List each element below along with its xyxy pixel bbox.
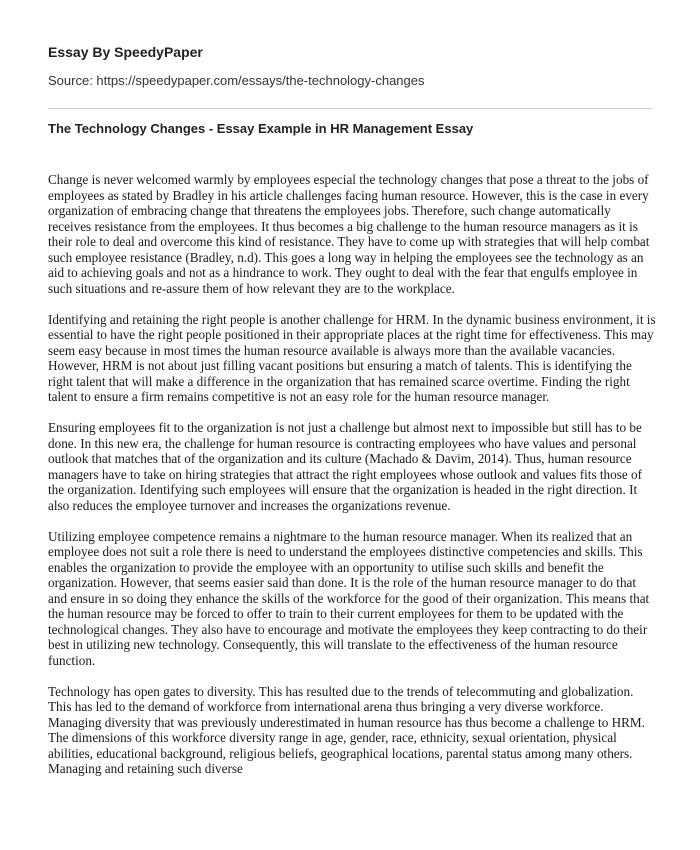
source-line: Source: https://speedypaper.com/essays/the-technology-changes [48,73,425,88]
essay-body [48,172,656,792]
essay-paragraph-5: Technology has open gates to diversity. This has resulted due to the trends of telecommuting and globalization. This has led to the demand of workforce from international arena thus bringing a very diverse workforce. Managing diversity that was previously underestimated in human resource has thus become a challenge to HRM. The dimensions of this workforce diversity range in age, gender, race, ethnicity, sexual orientation, physical abilities, educational background, religious beliefs, geographical locations, parental status among many others. Managing and retaining such diverse [48,683,645,776]
header-divider [48,108,652,109]
essay-paragraph-4: Utilizing employee competence remains a nightmare to the human resource manager. When its realized that an employee does not suit a role there is need to understand the employees distinctive competencies and skills. This enables the organization to provide the employee with an opportunity to utilise such skills and benefit the organization. However, that seems easier said than done. It is the role of the human resource manager to do that and ensure in so doing they enhance the skills of the workforce for the good of their organization. This means that the human resource may be forced to offer to train to their current employees for them to be updated with the technological changes. They also have to encourage and motivate the employees they keep contracting to do their best in utilizing new technology. Consequently, this will translate to the effectiveness of the human resource function. [48,528,650,668]
essay-title: The Technology Changes - Essay Example in HR Management Essay [48,121,474,136]
essay-paragraph-1: Change is never welcomed warmly by employees especial the technology changes that pose a threat to the jobs of employees as stated by Bradley in his article challenges facing human resource. However, this is the case in every organization of embracing change that threatens the employees jobs. Therefore, such change automatically receives resistance from the employees. It thus becomes a big challenge to the human resource managers as it is their role to deal and overcome this kind of resistance. They have to come up with strategies that will help combat such employee resistance (Bradley, n.d). This goes a long way in helping the employees see the technology as an aid to achieving goals and not as a hindrance to work. They ought to deal with the fear that engulfs employee in such situations and re-assure them of how relevant they are to the workplace. [48,172,650,296]
essay-paragraph-3: Ensuring employees fit to the organization is not just a challenge but almost next to impossible but still has to be done. In this new era, the challenge for human resource is contracting employees who have values and personal outlook that matches that of the organization and its culture (Machado & Davim, 2014). Thus, human resource managers have to take on hiring strategies that attract the right employees whose outlook and values fits those of the organization. Identifying such employees will ensure that the organization is headed in the right direction. It also reduces the employee turnover and increases the organizations revenue. [48,420,643,513]
brand-heading: Essay By SpeedyPaper [48,44,203,60]
essay-paragraph-2: Identifying and retaining the right people is another challenge for HRM. In the dynamic business environment, it is essential to have the right people positioned in their appropriate places at the right time for effectiveness. This may seem easy because in most times the human resource available is always more than the available vacancies. However, HRM is not about just filling vacant positions but ensuring a match of talents. This is identifying the right talent that will make a difference in the organization that has remained scarce overtime. Finding the right talent to ensure a firm remains competitive is not an easy role for the human resource manager. [48,311,656,404]
